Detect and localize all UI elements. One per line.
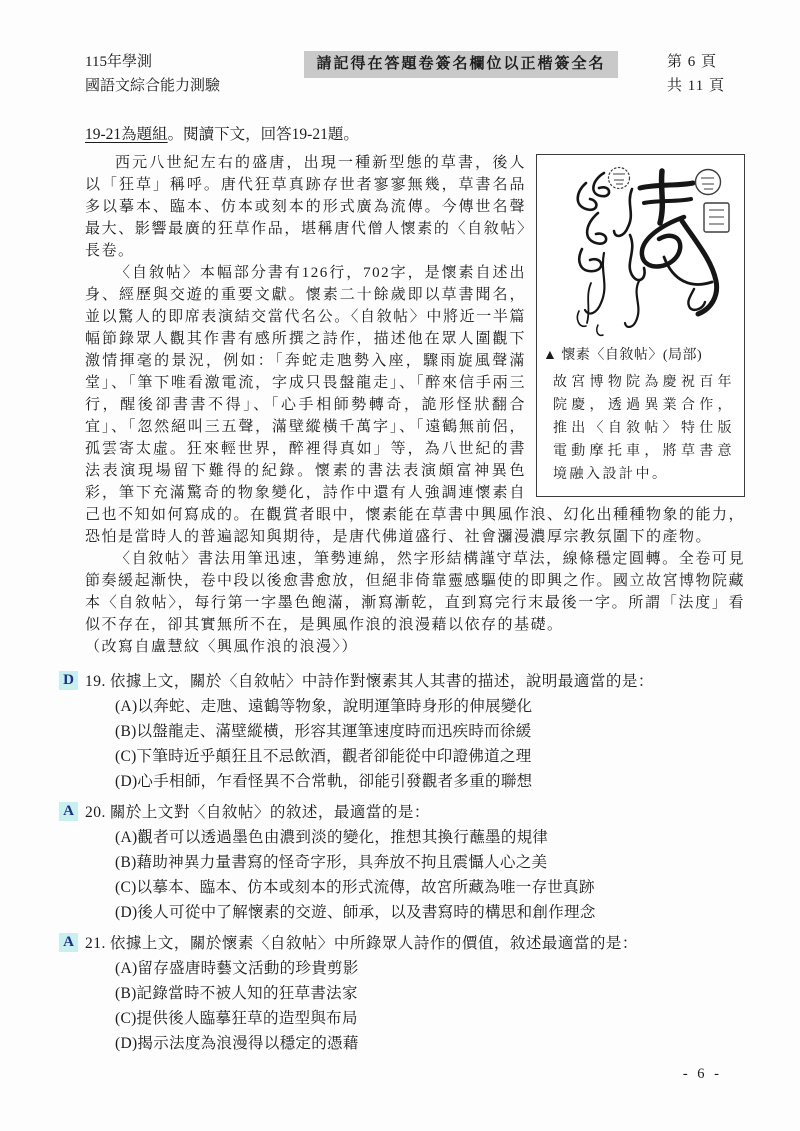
answer-badge: A <box>59 802 78 821</box>
question-20 <box>63 801 745 925</box>
option-list <box>115 825 745 925</box>
question-19 <box>63 670 745 794</box>
page-number-line: 第 6 頁 <box>667 54 718 70</box>
exam-title <box>85 50 255 98</box>
figure-caption: ▲ 懷素〈自敘帖〉(局部) <box>543 348 703 363</box>
option-c: (C)提供後人臨摹狂草的造型與布局 <box>115 1010 358 1027</box>
answer-badge: A <box>59 933 78 952</box>
calligraphy-image <box>546 161 736 343</box>
page-indicator <box>667 50 745 98</box>
footer-page-marker: - 6 - <box>682 1066 722 1082</box>
option-b: (B)以盤龍走、滿壁縱橫，形容其運筆速度時而迅疾時而徐緩 <box>115 723 532 740</box>
question-stem <box>85 670 745 694</box>
option-a: (A)以奔蛇、走虺、遠鶴等物象，說明運筆時身形的伸展變化 <box>115 698 533 715</box>
total-pages-line: 共 11 頁 <box>667 78 725 94</box>
option-c: (C)以摹本、臨本、仿本或刻本的形式流傳，故宮所藏為唯一存世真跡 <box>115 879 595 896</box>
option-c: (C)下筆時近乎顛狂且不忌飲酒，觀者卻能從中印證佛道之理 <box>115 748 532 765</box>
figure-note: 故宮博物院為慶祝百年院慶，透過異業合作，推出〈自敘帖〉特仕版電動摩托車，將草書意境融入設計中。 <box>553 375 734 482</box>
option-a: (A)留存盛唐時藝文活動的珍貴剪影 <box>115 960 359 977</box>
question-group-intro <box>85 122 745 144</box>
question-number: 19. <box>85 673 106 690</box>
question-number: 20. <box>85 804 106 821</box>
option-d: (D)揭示法度為浪漫得以穩定的憑藉 <box>115 1035 359 1052</box>
option-d: (D)後人可從中了解懷素的交遊、師承，以及書寫時的構思和創作理念 <box>115 904 596 921</box>
signature-notice: 請記得在答題卷簽名欄位以正楷簽全名 <box>304 51 617 78</box>
group-instruction: 。閱讀下文，回答19-21題。 <box>167 126 359 143</box>
question-stem-text: 關於上文對〈自敘帖〉的敘述，最適當的是： <box>109 804 430 821</box>
question-number: 21. <box>85 935 106 952</box>
option-list <box>115 694 745 794</box>
question-stem <box>85 932 745 956</box>
exam-subject: 國語文綜合能力測驗 <box>85 78 221 94</box>
option-b: (B)記錄當時不被人知的狂草書法家 <box>115 985 358 1002</box>
header-notice-wrap <box>255 50 667 78</box>
group-range: 19-21為題組 <box>85 126 168 143</box>
option-b: (B)藉助神異力量書寫的怪奇字形，具奔放不拘且震懾人心之美 <box>115 854 548 871</box>
passage-paragraph-1: 西元八世紀左右的盛唐，出現一種新型態的草書，後人以「狂草」稱呼。唐代狂草真跡存世者寥寥無幾，草書名品多以摹本、臨本、仿本或刻本的形式廣為流傳。今傳世名聲最大、影響最廣的狂草作品，堪稱唐代僧人懷素的〈自敘帖〉長卷。 <box>85 155 526 259</box>
question-stem-text: 依據上文，關於〈自敘帖〉中詩作對懷素其人其書的描述，說明最適當的是： <box>109 673 654 690</box>
passage-source-attribution: （改寫自盧慧紋〈興風作浪的浪漫〉） <box>85 639 359 655</box>
option-list <box>115 956 745 1056</box>
answer-badge: D <box>59 671 78 690</box>
question-list <box>63 670 745 1056</box>
question-21 <box>63 932 745 1056</box>
exam-year: 115年學測 <box>85 54 152 70</box>
question-stem-text: 依據上文，關於懷素〈自敘帖〉中所錄眾人詩作的價值，敘述最適當的是： <box>109 935 638 952</box>
option-a: (A)觀者可以透過墨色由濃到淡的變化，推想其換行蘸墨的規律 <box>115 829 549 846</box>
passage-paragraph-2: 〈自敘帖〉本幅部分書有126行，702字，是懷素自述出身、經歷與交遊的重要文獻。懷素二十餘歲即以草書聞名，並以驚人的即席表演結交當代名公。〈自敘帖〉中將近一半篇幅節錄眾人觀其作書有感所撰之詩作，描述他在眾人圍觀下激情揮毫的景況，例如：「奔蛇走虺勢入座，驟雨旋風聲滿堂」、「筆下唯看激電流，字成只畏盤龍走」、「醉來信手兩三行，醒後卻書書不得」、「心手相師勢轉奇，詭形怪狀翻合宜」、「忽然絕叫三五聲，滿壁縱橫千萬字」、「遠鶴無前侶，孤雲寄太虛。狂來輕世界，醉裡得真如」等，為八世紀的書法表演現場留下難得的紀錄。懷素的書法表演頗富神異色彩，筆下充滿驚奇的物象變化，詩作中還有人強調連懷素自己也不知如何寫成的。在觀賞者眼中，懷素能在草書中興風作浪、幻化出種種物象的能力，恐怕是當時人的普遍認知與期待，是唐代佛道盛行、社會瀰漫濃厚宗教氛圍下的產物。 <box>85 265 746 545</box>
page-header <box>85 50 745 98</box>
question-stem <box>85 801 745 825</box>
passage-paragraph-3: 〈自敘帖〉書法用筆迅速，筆勢連綿，然字形結構謹守草法，線條穩定圓轉。全卷可見節奏緩起漸快，卷中段以後愈書愈放，但絕非倚靠靈感驅使的即興之作。國立故宮博物院藏本〈自敘帖〉，每行第一字墨色飽滿，漸寫漸乾，直到寫完行末最後一字。所謂「法度」看似不存在，卻其實無所不在，是興風作浪的浪漫藉以依存的基礎。 <box>85 551 746 633</box>
reading-passage <box>85 152 745 658</box>
option-d: (D)心手相師，乍看怪異不合常軌，卻能引發觀者多重的聯想 <box>115 773 533 790</box>
figure-box <box>536 154 745 497</box>
